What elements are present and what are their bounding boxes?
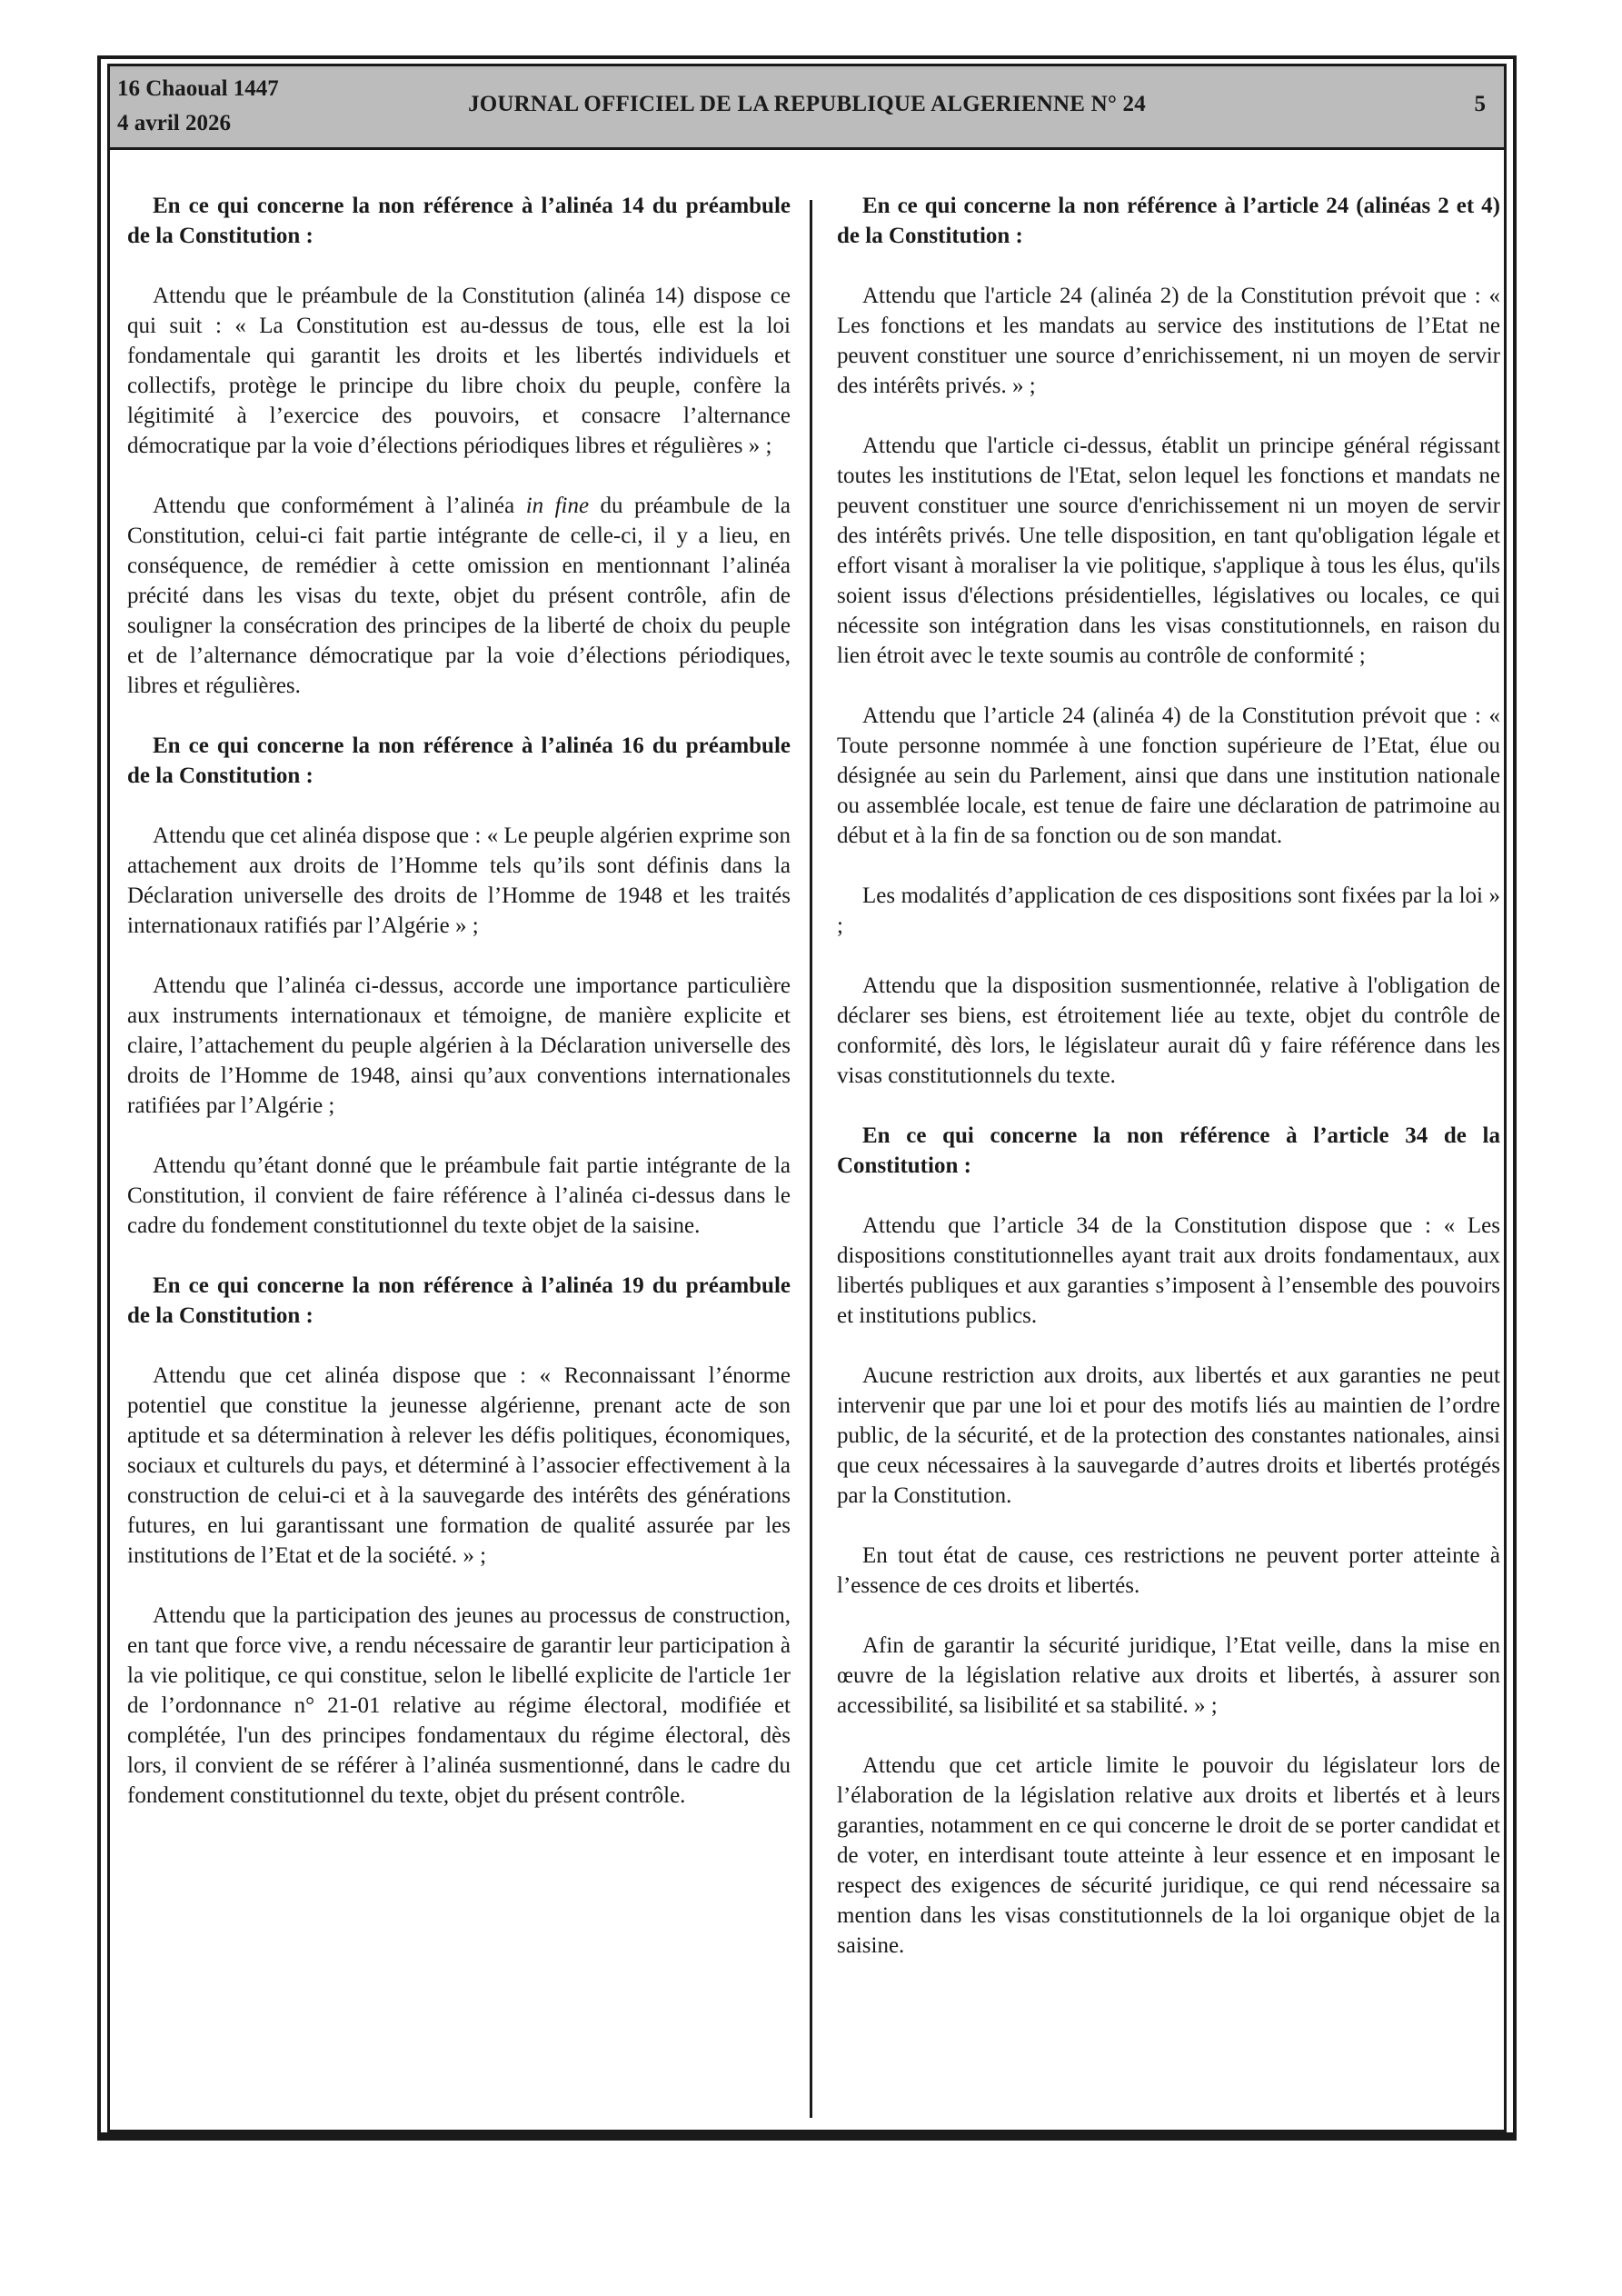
bottom-rule bbox=[97, 2132, 1517, 2141]
section-heading: En ce qui concerne la non référence à l’alinéa 16 du préambule de la Constitution : bbox=[127, 734, 791, 788]
paragraph bbox=[127, 491, 791, 701]
paragraph: Attendu que cet article limite le pouvoir du législateur lors de l’élaboration de la législation relative aux droits et libertés et à leurs garanties, notamment en ce qui concerne le droit de se porter candidat et de voter, en interdisant toute atteinte à leur essence et en imposant le respect des exigences de sécurité juridique, ce qui rend nécessaire sa mention dans les visas constitutionnels de la loi organique objet de la saisine. bbox=[837, 1753, 1500, 1958]
paragraph: Attendu que l’alinéa ci-dessus, accorde une importance particulière aux instruments internationaux et témoigne, de manière explicite et claire, l’attachement du peuple algérien à la Déclaration universelle des droits de l’Homme de 1948, ainsi qu’aux conventions internationales ratifiées par l’Algérie ; bbox=[127, 973, 791, 1118]
journal-header bbox=[110, 66, 1504, 150]
paragraph: Attendu que la participation des jeunes au processus de construction, en tant que force vive, a rendu nécessaire de garantir leur participation à la vie politique, ce qui constitue, selon le libellé explicite de l'article 1er de l’ordonnance n° 21-01 relative au régime électoral, modifiée et complétée, l'un des principes fondamentaux du régime électoral, dès lors, il convient de se référer à l’alinéa susmentionné, dans le cadre du fondement constitutionnel du texte, objet du présent contrôle. bbox=[127, 1603, 791, 1808]
column-divider bbox=[810, 200, 812, 2118]
section-heading: En ce qui concerne la non référence à l’alinéa 19 du préambule de la Constitution : bbox=[127, 1273, 791, 1328]
paragraph: Aucune restriction aux droits, aux libertés et aux garanties ne peut intervenir que par une loi et pour des motifs liés au maintien de l’ordre public, de la sécurité, et de la protection des constantes nationales, ainsi que ceux nécessaires à la sauvegarde d’autres droits et libertés protégés par la Constitution. bbox=[837, 1363, 1500, 1508]
section-heading: En ce qui concerne la non référence à l’article 24 (alinéas 2 et 4) de la Constitution : bbox=[837, 194, 1500, 248]
paragraph-text: Attendu que conformément à l’alinéa bbox=[153, 494, 526, 518]
paragraph-text: du préambule de la Constitution, celui-ci fait partie intégrante de celle-ci, il y a lieu, en conséquence, de remédier à cette omission en mentionnant l’alinéa précité dans les visas du texte, objet du présent contrôle, afin de souligner la consécration des principes de la liberté de choix du peuple et de l’alternance démocratique par la voie d’élections périodiques, libres et régulières. bbox=[127, 494, 791, 698]
paragraph: Attendu que la disposition susmentionnée, relative à l'obligation de déclarer ses biens, est étroitement liée au texte, objet du contrôle de conformité, dès lors, le législateur aurait dû y faire référence dans les visas constitutionnels du texte. bbox=[837, 973, 1500, 1088]
paragraph: Attendu que le préambule de la Constitution (alinéa 14) dispose ce qui suit : « La Constitution est au-dessus de tous, elle est la loi fondamentale qui garantit les droits et les libertés individuels et collectifs, protège le principe du libre choix du peuple, confère la légitimité à l’exercice des pouvoirs, et consacre l’alternance démocratique par la voie d’élections périodiques libres et régulières » ; bbox=[127, 284, 791, 458]
paragraph: Attendu que cet alinéa dispose que : « Reconnaissant l’énorme potentiel que constitue la jeunesse algérienne, prenant acte de son aptitude et sa détermination à relever les défis politiques, économiques, sociaux et culturels du pays, et déterminé à l’associer effectivement à la construction de celui-ci et à la sauvegarde des intérêts des générations futures, en lui garantissant une formation de qualité assurée par les institutions de l’Etat et de la société. » ; bbox=[127, 1363, 791, 1568]
paragraph: Attendu que l'article ci-dessus, établit un principe général régissant toutes les institutions de l'Etat, selon lequel les fonctions et mandats ne peuvent constituer une source d'enrichissement ni un moyen de servir des intérêts privés. Une telle disposition, en tant qu'obligation légale et effort visant à moraliser la vie politique, s'applique à tous les élus, qu'ils soient issus d'élections présidentielles, législatives ou locales, ce qui nécessite son intégration dans les visas constitutionnels, en raison du lien étroit avec le texte soumis au contrôle de conformité ; bbox=[837, 434, 1500, 668]
page-number: 5 bbox=[1474, 92, 1486, 116]
section-heading: En ce qui concerne la non référence à l’alinéa 14 du préambule de la Constitution : bbox=[127, 194, 791, 248]
section-heading: En ce qui concerne la non référence à l’article 34 de la Constitution : bbox=[837, 1123, 1500, 1178]
paragraph: Attendu que l'article 24 (alinéa 2) de la Constitution prévoit que : « Les fonctions et les mandats au service des institutions de l’Etat ne peuvent constituer une source d’enrichissement, ni un moyen de servir des intérêts privés. » ; bbox=[837, 284, 1500, 398]
italic-term: in fine bbox=[525, 494, 590, 518]
paragraph: Attendu que l’article 24 (alinéa 4) de la Constitution prévoit que : « Toute personne nommée à une fonction supérieure de l’Etat, élue ou désignée au sein du Parlement, ainsi que dans une institution nationale ou assemblée locale, est tenue de faire une déclaration de patrimoine au début et à la fin de sa fonction ou de son mandat. bbox=[837, 704, 1500, 848]
journal-title: JOURNAL OFFICIEL DE LA REPUBLIQUE ALGERIENNE N° 24 bbox=[468, 92, 1146, 116]
right-column bbox=[837, 191, 1500, 1961]
paragraph: Attendu que cet alinéa dispose que : « Le peuple algérien exprime son attachement aux droits de l’Homme tels qu’ils sont définis dans la Déclaration universelle des droits de l’Homme de 1948 et les traités internationaux ratifiés par l’Algérie » ; bbox=[127, 824, 791, 938]
paragraph: Afin de garantir la sécurité juridique, l’Etat veille, dans la mise en œuvre de la législation relative aux droits et libertés, à assurer son accessibilité, sa lisibilité et sa stabilité. » ; bbox=[837, 1633, 1500, 1718]
paragraph: Attendu qu’étant donné que le préambule fait partie intégrante de la Constitution, il convient de faire référence à l’alinéa ci-dessus dans le cadre du fondement constitutionnel du texte objet de la saisine. bbox=[127, 1153, 791, 1238]
paragraph: Les modalités d’application de ces dispositions sont fixées par la loi » ; bbox=[837, 883, 1500, 938]
hijri-date: 16 Chaoual 1447 bbox=[117, 76, 279, 101]
gregorian-date: 4 avril 2026 bbox=[117, 111, 231, 135]
paragraph: En tout état de cause, ces restrictions ne peuvent porter atteinte à l’essence de ces droits et libertés. bbox=[837, 1543, 1500, 1598]
paragraph: Attendu que l’article 34 de la Constitution dispose que : « Les dispositions constitutionnelles ayant trait aux droits fondamentaux, aux libertés publiques et aux garanties s’imposent à l’ensemble des pouvoirs et institutions publics. bbox=[837, 1213, 1500, 1328]
left-column bbox=[127, 191, 791, 1811]
